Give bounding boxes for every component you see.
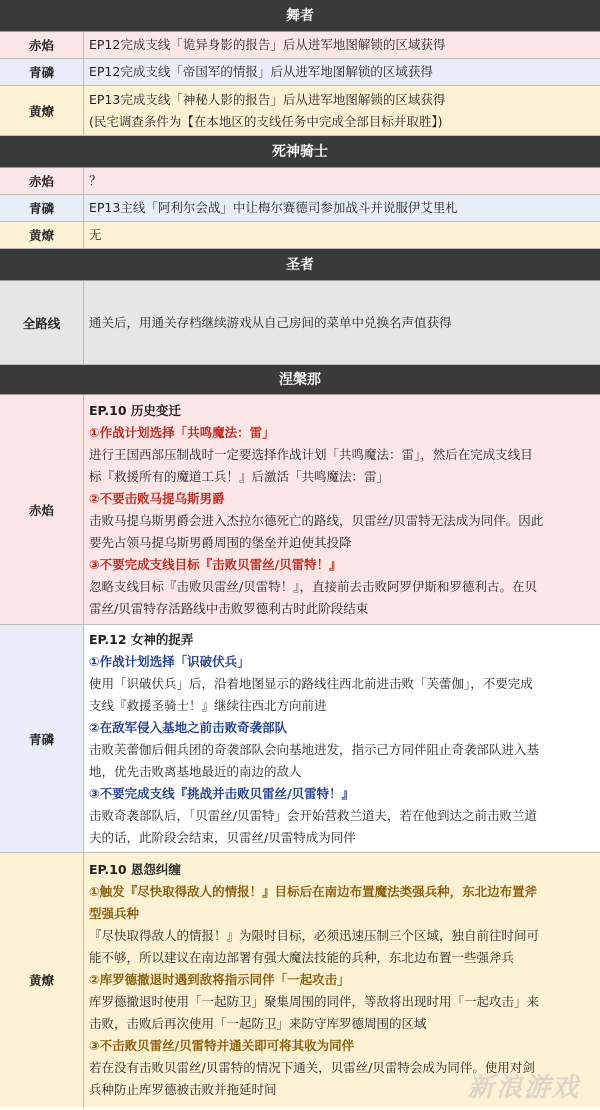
table-row xyxy=(0,395,600,625)
step-heading: ②在敌军侵入基地之前击败奇袭部队 xyxy=(89,719,288,735)
line: EP12完成支线「诡异身影的报告」后从进军地图解锁的区域获得 xyxy=(89,37,446,52)
line: 通关后，用通关存档继续游戏从自己房间的菜单中兑换名声值获得 xyxy=(89,314,452,330)
route-label: 青磷 xyxy=(0,625,84,852)
route-content xyxy=(84,168,600,194)
line: 支线『救援圣骑士！』继续往西北方向前进 xyxy=(89,697,327,713)
route-label: 赤焰 xyxy=(0,168,84,194)
line: 若在没有击败贝雷丝/贝雷特的情况下通关，贝雷丝/贝雷特会成为同伴。使用对剑 xyxy=(89,1060,535,1075)
episode-title: EP.10 历史变迁 xyxy=(89,402,181,418)
step-heading: ①触发『尽快取得敌人的情报！』目标后在南边布置魔法类强兵种，东北边布置斧 xyxy=(89,884,538,899)
table-row xyxy=(0,32,600,59)
table-row xyxy=(0,168,600,195)
watermark: 新浪游戏 xyxy=(467,1073,580,1103)
route-content xyxy=(84,395,600,624)
route-label: 全路线 xyxy=(0,281,84,364)
line: EP12完成支线「帝国军的情报」后从进军地图解锁的区域获得 xyxy=(89,64,433,79)
route-label: 黄燎 xyxy=(0,853,84,1107)
line: 要先占领马提乌斯男爵周围的堡垒并迫使其投降 xyxy=(89,534,352,550)
line: 标『救援所有的魔道工兵！』后激活「共鸣魔法：雷」 xyxy=(89,468,390,484)
line: 击败马提乌斯男爵会进入杰拉尔德死亡的路线，贝雷丝/贝雷特无法成为同伴。因此 xyxy=(89,512,544,528)
line: 忽略支线目标『击败贝雷丝/贝雷特！』，直接前去击败阿罗伊斯和罗德利古。在贝 xyxy=(89,578,537,594)
line: 无 xyxy=(89,227,102,242)
step-heading: ①作战计划选择「识破伏兵」 xyxy=(89,653,250,669)
route-content xyxy=(84,222,600,248)
episode-title: EP.12 女神的捉弄 xyxy=(89,631,194,647)
table-row xyxy=(0,222,600,249)
table-row xyxy=(0,281,600,365)
route-label: 赤焰 xyxy=(0,32,84,58)
line: 使用「识破伏兵」后，沿着地图显示的路线往西北前进击败「芙蕾伽」，不要完成 xyxy=(89,675,533,691)
route-content xyxy=(84,281,600,364)
line: 雷丝/贝雷特存活路线中击败罗德利古时此阶段结束 xyxy=(89,600,369,616)
step-heading: 型强兵种 xyxy=(89,906,140,921)
table-row xyxy=(0,59,600,86)
route-content xyxy=(84,625,600,852)
line: 地，优先击败离基地最近的南边的敌人 xyxy=(89,763,302,779)
line: EP13主线「阿利尔会战」中让梅尔赛德司参加战斗并说服伊艾里札 xyxy=(89,200,458,215)
route-content xyxy=(84,86,600,135)
line: (民宅调查条件为【在本地区的支线任务中完成全部目标并取胜】) xyxy=(89,113,443,129)
step-heading: ①作战计划选择「共鸣魔法：雷」 xyxy=(89,424,275,440)
route-content xyxy=(84,32,600,58)
route-label: 黄燎 xyxy=(0,86,84,135)
line: 击败奇袭部队后，「贝雷丝/贝雷特」会开始营救兰道夫，若在他到达之前击败兰道 xyxy=(89,807,537,823)
route-label: 青磷 xyxy=(0,59,84,85)
line: ？ xyxy=(89,173,102,188)
line: EP13完成支线「神秘人影的报告」后从进军地图解锁的区域获得 xyxy=(89,91,446,107)
route-content xyxy=(84,59,600,85)
step-heading: ③不击败贝雷丝/贝雷特并通关即可将其收为同伴 xyxy=(89,1038,355,1053)
route-label: 黄燎 xyxy=(0,222,84,248)
line: 能不够，所以建议在南边部署有强大魔法技能的兵种，东北边布置一些强斧兵 xyxy=(89,950,515,965)
step-heading: ②不要击败马提乌斯男爵 xyxy=(89,490,225,506)
line: 击败芙蕾伽后佣兵团的奇袭部队会向基地进发，指示己方同伴阻止奇袭部队进入基 xyxy=(89,741,540,757)
episode-title: EP.10 恩怨纠缠 xyxy=(89,862,181,877)
route-label: 赤焰 xyxy=(0,395,84,624)
section-header-death-knight: 死神骑士 xyxy=(0,136,600,168)
section-header-dancer: 舞者 xyxy=(0,0,600,32)
line: 兵种防止库罗德被击败并拖延时间 xyxy=(89,1082,277,1097)
line: 库罗德撤退时使用「一起防卫」聚集周围的同伴，等敌将出现时用「一起攻击」来 xyxy=(89,994,540,1009)
line: 进行王国西部压制战时一定要选择作战计划「共鸣魔法：雷」，然后在完成支线目 xyxy=(89,446,533,462)
table-row xyxy=(0,86,600,136)
route-content xyxy=(84,195,600,221)
step-heading: ③不要完成支线目标『击败贝雷丝/贝雷特！』 xyxy=(89,556,342,572)
line: 夫的话，此阶段会结束，贝雷丝/贝雷特成为同伴 xyxy=(89,829,356,845)
table-row xyxy=(0,195,600,222)
line: 『尽快取得敌人的情报！』为限时目标，必须迅速压制三个区域，独自前往时间可 xyxy=(89,928,540,943)
step-heading: ②库罗德撤退时遇到敌将指示同伴「一起攻击」 xyxy=(89,972,350,987)
table-row xyxy=(0,625,600,853)
section-header-nirvana: 涅槃那 xyxy=(0,365,600,395)
line: 击败，击败后再次使用「一起防卫」来防守库罗德周围的区域 xyxy=(89,1016,427,1031)
route-label: 青磷 xyxy=(0,195,84,221)
section-header-holy: 圣者 xyxy=(0,249,600,281)
step-heading: ③不要完成支线『挑战并击败贝雷丝/贝雷特！』 xyxy=(89,785,355,801)
